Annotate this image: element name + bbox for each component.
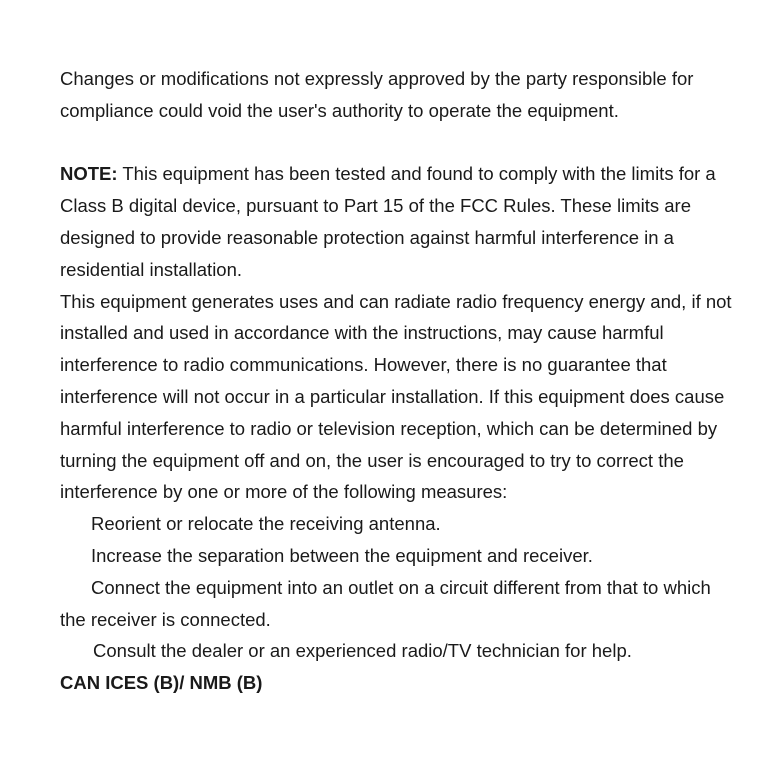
modifications-paragraph: Changes or modifications not expressly approved by the party responsible for compliance could void the user's authority to operate the equipment. xyxy=(60,68,694,121)
paragraph-spacer xyxy=(60,127,740,159)
note-body: This equipment has been tested and found to comply with the limits for a Class B digital device, pursuant to Part 15 of the FCC Rules. These limits are designed to provide reasonable protection against harmful interference in a residential installation. xyxy=(60,163,716,280)
measure-item: Consult the dealer or an experienced radio/TV technician for help. xyxy=(93,640,632,662)
note-label: NOTE: xyxy=(60,163,118,185)
fcc-notice-document xyxy=(60,63,740,699)
measure-item: Connect the equipment into an outlet on a circuit different from that to which the receiver is connected. xyxy=(60,576,711,630)
radiation-paragraph: This equipment generates uses and can radiate radio frequency energy and, if not installed and used in accordance with the instructions, may cause harmful interference to radio communications. However, there is no guarantee that interference will not occur in a particular installation. If this equipment does cause harmful interference to radio or television reception, which can be determined by turning the equipment off and on, the user is encouraged to try to correct the interference by one or more of the following measures: xyxy=(60,290,732,503)
compliance-mark: CAN ICES (B)/ NMB (B) xyxy=(60,672,263,694)
measure-item: Increase the separation between the equipment and receiver. xyxy=(91,544,593,566)
measure-item: Reorient or relocate the receiving antenna. xyxy=(91,513,441,535)
note-paragraph xyxy=(60,158,740,285)
